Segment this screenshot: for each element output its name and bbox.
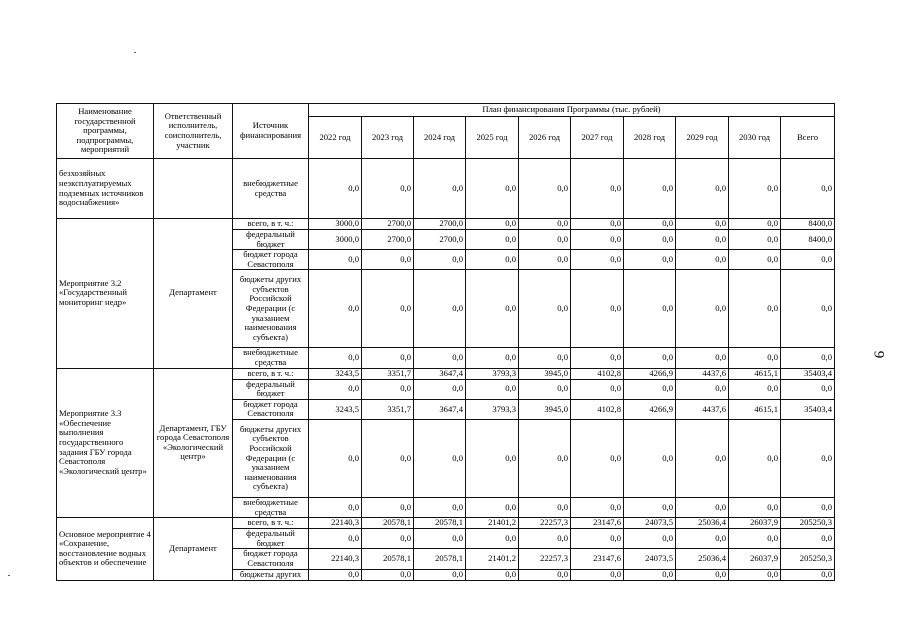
value-cell: 0,0: [624, 497, 676, 517]
value-cell: 0,0: [571, 230, 624, 250]
value-cell: 0,0: [781, 379, 835, 399]
value-cell: 0,0: [781, 270, 835, 348]
value-cell: 0,0: [571, 159, 624, 219]
value-cell: 2700,0: [362, 219, 414, 230]
value-cell: 0,0: [729, 569, 781, 580]
source-cell: бюджеты других субъектов Российской Федерации (с указанием наименования субъекта): [233, 419, 309, 497]
responsible-cell: [154, 159, 233, 219]
responsible-cell: Департамент, ГБУ города Севастополя «Экологический центр»: [154, 368, 233, 518]
year-header: 2027 год: [571, 117, 624, 159]
value-cell: 0,0: [519, 348, 571, 368]
value-cell: 0,0: [781, 569, 835, 580]
value-cell: 0,0: [414, 348, 466, 368]
value-cell: 3945,0: [519, 399, 571, 419]
value-cell: 0,0: [414, 250, 466, 270]
value-cell: 3647,4: [414, 399, 466, 419]
value-cell: 0,0: [729, 497, 781, 517]
year-header: 2026 год: [519, 117, 571, 159]
value-cell: 0,0: [624, 230, 676, 250]
value-cell: 0,0: [362, 159, 414, 219]
value-cell: 22140,3: [309, 518, 362, 529]
value-cell: 0,0: [309, 529, 362, 549]
table-row: [57, 518, 835, 529]
value-cell: 0,0: [414, 497, 466, 517]
value-cell: 0,0: [676, 348, 729, 368]
value-cell: 205250,3: [781, 549, 835, 569]
header-name: Наименование государственной программы, подпрограммы, мероприятий: [57, 104, 154, 159]
value-cell: 0,0: [571, 250, 624, 270]
responsible-cell: Департамент: [154, 219, 233, 369]
value-cell: 0,0: [571, 219, 624, 230]
value-cell: 20578,1: [414, 518, 466, 529]
source-cell: бюджет города Севастополя: [233, 250, 309, 270]
value-cell: 0,0: [466, 569, 519, 580]
value-cell: 0,0: [729, 419, 781, 497]
value-cell: 0,0: [571, 569, 624, 580]
source-cell: бюджеты других субъектов Российской Федерации (с указанием наименования субъекта): [233, 270, 309, 348]
value-cell: 0,0: [781, 419, 835, 497]
year-header: 2025 год: [466, 117, 519, 159]
value-cell: 0,0: [414, 419, 466, 497]
responsible-cell: Департамент: [154, 518, 233, 580]
value-cell: 3793,3: [466, 399, 519, 419]
value-cell: 0,0: [624, 250, 676, 270]
value-cell: 0,0: [414, 569, 466, 580]
value-cell: 3243,5: [309, 399, 362, 419]
value-cell: 22257,3: [519, 549, 571, 569]
value-cell: 0,0: [781, 497, 835, 517]
value-cell: 25036,4: [676, 518, 729, 529]
value-cell: 0,0: [309, 159, 362, 219]
scan-speck: [8, 575, 10, 576]
value-cell: 4615,1: [729, 368, 781, 379]
value-cell: 0,0: [414, 270, 466, 348]
value-cell: 0,0: [362, 348, 414, 368]
header-row: [57, 104, 835, 117]
value-cell: 0,0: [466, 529, 519, 549]
year-header: 2024 год: [414, 117, 466, 159]
value-cell: 0,0: [519, 250, 571, 270]
value-cell: 0,0: [519, 379, 571, 399]
value-cell: 0,0: [729, 270, 781, 348]
value-cell: 3793,3: [466, 368, 519, 379]
value-cell: 4102,8: [571, 399, 624, 419]
value-cell: 0,0: [414, 159, 466, 219]
value-cell: 4437,6: [676, 368, 729, 379]
value-cell: 0,0: [676, 379, 729, 399]
value-cell: 3000,0: [309, 230, 362, 250]
value-cell: 35403,4: [781, 399, 835, 419]
value-cell: 8400,0: [781, 230, 835, 250]
scan-speck: [134, 52, 136, 53]
value-cell: 4102,8: [571, 368, 624, 379]
value-cell: 0,0: [676, 569, 729, 580]
program-name-cell: безхозяйных неэксплуатируемых подземных источников водоснабжения»: [57, 159, 154, 219]
value-cell: 0,0: [519, 270, 571, 348]
value-cell: 22140,3: [309, 549, 362, 569]
value-cell: 20578,1: [414, 549, 466, 569]
year-header: Всего: [781, 117, 835, 159]
value-cell: 0,0: [362, 250, 414, 270]
value-cell: 0,0: [729, 159, 781, 219]
value-cell: 21401,2: [466, 518, 519, 529]
value-cell: 4615,1: [729, 399, 781, 419]
value-cell: 0,0: [466, 348, 519, 368]
value-cell: 0,0: [571, 270, 624, 348]
value-cell: 0,0: [414, 379, 466, 399]
value-cell: 0,0: [624, 529, 676, 549]
value-cell: 26037,9: [729, 518, 781, 529]
header-source: Источник финансирования: [233, 104, 309, 159]
source-cell: внебюджетные средства: [233, 348, 309, 368]
value-cell: 0,0: [362, 529, 414, 549]
program-name-cell: Мероприятие 3.2 «Государственный мониторинг недр»: [57, 219, 154, 369]
value-cell: 0,0: [309, 379, 362, 399]
value-cell: 0,0: [571, 497, 624, 517]
year-header: 2023 год: [362, 117, 414, 159]
value-cell: 0,0: [519, 230, 571, 250]
value-cell: 0,0: [624, 379, 676, 399]
value-cell: 26037,9: [729, 549, 781, 569]
financing-table: [56, 103, 835, 581]
value-cell: 25036,4: [676, 549, 729, 569]
value-cell: 0,0: [729, 529, 781, 549]
year-header: 2029 год: [676, 117, 729, 159]
value-cell: 0,0: [781, 159, 835, 219]
header-responsible: Ответственный исполнитель, соисполнитель, участник: [154, 104, 233, 159]
value-cell: 23147,6: [571, 549, 624, 569]
table-body: [57, 104, 835, 581]
value-cell: 0,0: [309, 270, 362, 348]
value-cell: 0,0: [309, 569, 362, 580]
value-cell: 0,0: [309, 497, 362, 517]
source-cell: всего, в т. ч.:: [233, 518, 309, 529]
value-cell: 0,0: [781, 529, 835, 549]
value-cell: 0,0: [362, 419, 414, 497]
year-header: 2030 год: [729, 117, 781, 159]
value-cell: 0,0: [571, 419, 624, 497]
value-cell: 24073,5: [624, 518, 676, 529]
value-cell: 0,0: [309, 250, 362, 270]
value-cell: 0,0: [519, 569, 571, 580]
source-cell: федеральный бюджет: [233, 379, 309, 399]
source-cell: внебюджетные средства: [233, 497, 309, 517]
value-cell: 4266,9: [624, 399, 676, 419]
value-cell: 3000,0: [309, 219, 362, 230]
value-cell: 0,0: [571, 529, 624, 549]
table-row: [57, 219, 835, 230]
value-cell: 0,0: [729, 250, 781, 270]
value-cell: 0,0: [624, 419, 676, 497]
source-cell: бюджет города Севастополя: [233, 399, 309, 419]
value-cell: 0,0: [676, 219, 729, 230]
value-cell: 0,0: [519, 219, 571, 230]
table-row: [57, 159, 835, 219]
value-cell: 0,0: [676, 419, 729, 497]
value-cell: 0,0: [624, 348, 676, 368]
value-cell: 8400,0: [781, 219, 835, 230]
value-cell: 0,0: [466, 219, 519, 230]
value-cell: 3243,5: [309, 368, 362, 379]
source-cell: внебюджетные средства: [233, 159, 309, 219]
value-cell: 0,0: [466, 419, 519, 497]
value-cell: 24073,5: [624, 549, 676, 569]
source-cell: всего, в т. ч.:: [233, 368, 309, 379]
value-cell: 0,0: [676, 159, 729, 219]
value-cell: 0,0: [519, 159, 571, 219]
source-cell: федеральный бюджет: [233, 230, 309, 250]
value-cell: 3351,7: [362, 399, 414, 419]
value-cell: 0,0: [362, 569, 414, 580]
value-cell: 4266,9: [624, 368, 676, 379]
value-cell: 0,0: [676, 250, 729, 270]
year-header: 2028 год: [624, 117, 676, 159]
value-cell: 0,0: [362, 379, 414, 399]
value-cell: 2700,0: [414, 219, 466, 230]
value-cell: 0,0: [781, 250, 835, 270]
value-cell: 0,0: [414, 529, 466, 549]
value-cell: 3945,0: [519, 368, 571, 379]
value-cell: 23147,6: [571, 518, 624, 529]
year-header: 2022 год: [309, 117, 362, 159]
value-cell: 0,0: [676, 497, 729, 517]
value-cell: 0,0: [362, 270, 414, 348]
value-cell: 0,0: [519, 497, 571, 517]
program-name-cell: Основное мероприятие 4 «Сохранение, восстановление водных объектов и обеспечение: [57, 518, 154, 580]
header-plan-title: План финансирования Программы (тыс. рублей): [309, 104, 835, 117]
value-cell: 0,0: [571, 379, 624, 399]
value-cell: 0,0: [624, 569, 676, 580]
value-cell: 0,0: [466, 379, 519, 399]
value-cell: 205250,3: [781, 518, 835, 529]
value-cell: 22257,3: [519, 518, 571, 529]
value-cell: 0,0: [571, 348, 624, 368]
value-cell: 4437,6: [676, 399, 729, 419]
value-cell: 0,0: [519, 529, 571, 549]
value-cell: 21401,2: [466, 549, 519, 569]
value-cell: 0,0: [466, 250, 519, 270]
value-cell: 0,0: [676, 270, 729, 348]
value-cell: 0,0: [624, 159, 676, 219]
value-cell: 0,0: [781, 348, 835, 368]
value-cell: 0,0: [676, 529, 729, 549]
value-cell: 2700,0: [414, 230, 466, 250]
value-cell: 0,0: [729, 348, 781, 368]
value-cell: 0,0: [362, 497, 414, 517]
value-cell: 0,0: [466, 270, 519, 348]
value-cell: 0,0: [676, 230, 729, 250]
value-cell: 0,0: [729, 379, 781, 399]
table-row: [57, 368, 835, 379]
value-cell: 2700,0: [362, 230, 414, 250]
source-cell: федеральный бюджет: [233, 529, 309, 549]
value-cell: 0,0: [519, 419, 571, 497]
value-cell: 3351,7: [362, 368, 414, 379]
value-cell: 20578,1: [362, 549, 414, 569]
value-cell: 0,0: [729, 219, 781, 230]
value-cell: 3647,4: [414, 368, 466, 379]
value-cell: 0,0: [624, 219, 676, 230]
value-cell: 0,0: [309, 348, 362, 368]
program-name-cell: Мероприятие 3.3 «Обеспечение выполнения государственного задания ГБУ города Севастополя «Экологический центр»: [57, 368, 154, 518]
source-cell: всего, в т. ч.:: [233, 219, 309, 230]
value-cell: 35403,4: [781, 368, 835, 379]
value-cell: 0,0: [466, 159, 519, 219]
value-cell: 20578,1: [362, 518, 414, 529]
source-cell: бюджеты других: [233, 569, 309, 580]
source-cell: бюджет города Севастополя: [233, 549, 309, 569]
value-cell: 0,0: [624, 270, 676, 348]
value-cell: 0,0: [729, 230, 781, 250]
value-cell: 0,0: [466, 230, 519, 250]
page-number: 9: [870, 350, 887, 359]
value-cell: 0,0: [466, 497, 519, 517]
value-cell: 0,0: [309, 419, 362, 497]
